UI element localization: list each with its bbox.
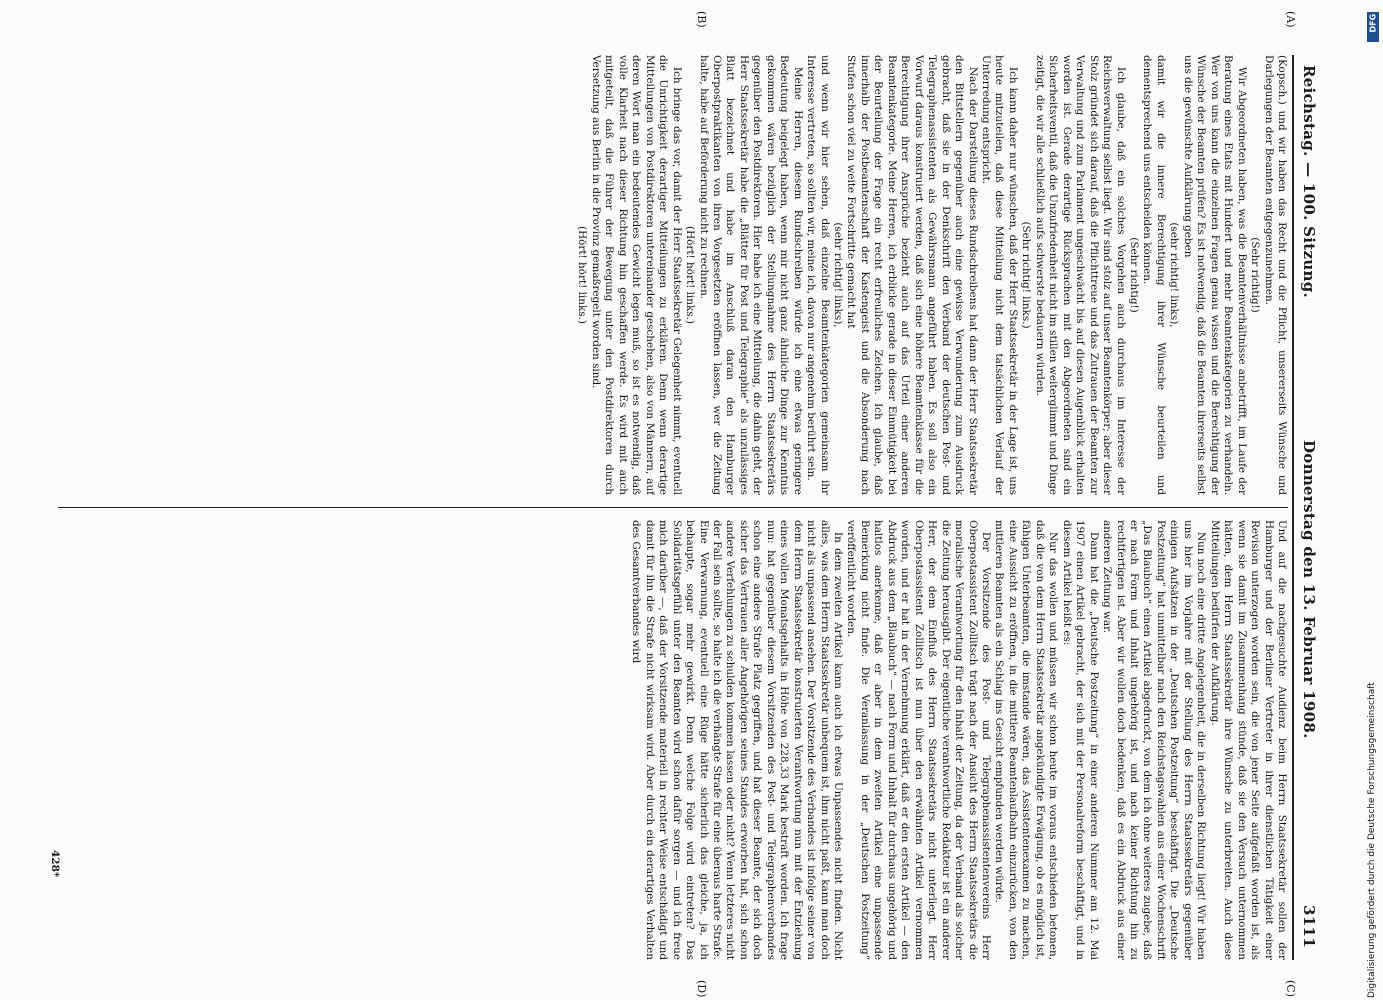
sheet-signature: 428* xyxy=(49,850,61,878)
marker-a: (A) xyxy=(1284,11,1297,28)
left-column-paragraph: Meine Herren, diesem Rundschreiben würde ich eine etwas geringere Bedeutung beigelegt haben, wenn mir nicht ganz ähnliche Dinge zur Kenntnis gekommen wären bezüglich der Stellungnahme des Herrn Staatssekretärs gegenüber den Postdirektoren. Hier habe ich eine Mitteilung, die dahin geht, der Herr Staatssekretär habe die „Blätter für Post und Telegraphie“ als unzulässiges Blatt bezeichnet und habe im Anschluß daran den Hamburger Oberpostpraktikanten von ihren Vorgesetzten eröffnen lassen, wer die Zeitung halte, habe auf Beförderung nicht zu rechnen. xyxy=(697,55,804,495)
left-column-paragraph: und wenn wir hier sehen, daß einzelne Beamtenkategorien gemeinsam ihr Interesse vertreten, so sollten wir, meine ich, davon nur angenehm berührt sein. xyxy=(805,55,831,495)
right-column-paragraph: Nur das wollen und müssen wir schon heute im voraus entschieden betonen, daß die von dem Herrn Staatssekretär angekündigte Erwägung, ob es möglich ist, fähigen Unterbeamten, die imstande wären, das Assistentenexamen zu machen, eine Aussicht zu eröffnen, in die mittlere Beamtenlaufbahn einzurücken, von den mittleren Beamten als ein Schlag ins Gesicht empfunden werden würde. xyxy=(993,520,1060,960)
left-column-paragraph: (Sehr richtig!) xyxy=(1128,237,1141,313)
left-column-paragraph: (sehr richtig! links), xyxy=(1168,222,1181,328)
left-column-paragraph: Ich bringe das vor, damit der Herr Staatssekretär Gelegenheit nimmt, eventuell die Unrichtigkeit derartiger Mitteilungen zu erklären. Denn wenn derartige Mitteilungen von Postdirektoren untereinander geschehen, also von Männern, auf deren Wort man ein bedeutendes Gewicht legen muß, so ist es notwendig, daß volle Klarheit nach dieser Richtung hin geschaffen werde. Es wird mit auch mitgeteilt, daß die Führer der Bewegung unter den Postdirektoren durch Versetzung aus Berlin in die Provinz gemaßregelt worden sind. xyxy=(589,55,683,495)
left-column-paragraph: Nach der Darstellung dieses Rundschreibens hat dann der Herr Staatssekretär den Bittstellern gegenüber auch eine gewisse Verwunderung zum Ausdruck gebracht, daß sie in der Denkschrift den Verband der deutschen Post- und Telegraphenassistenten als Gewährsmann angeführt haben. Es soll also ein Vorwurf daraus konstruiert werden, daß sich eine höhere Beamtenklasse für die Berechtigung ihrer Ansprüche bezieht auch auf das Urteil einer anderen Beamtenkategorie. Meine Herren, ich erblicke gerade in dieser Einmütigkeit bei der Beurteilung der Frage ein recht erfreuliches Zeichen. Ich glaube, daß innerhalb der Postbeamtenschaft der Kastengeist und die Absonderung nach Stufen schon viel zu weite Fortschritte gemacht hat xyxy=(845,55,979,495)
right-column xyxy=(68,520,1288,960)
header-rule xyxy=(1292,55,1294,960)
right-column-paragraph: In dem zweiten Artikel kann auch ich etwas Unpassendes nicht finden. Nicht alles, was dem Herrn Staatssekretär unbequem ist, ihm nicht paßt, kann man doch nicht als unpassend ansehen. Der Vorsitzende des Verbandes ist infolge seiner von dem Herrn Staatssekretär konstruierten Verantwortung nun mit der Entziehung eines vollen Monatsgehalts in Höhe von 228,33 Mark bestraft worden. Ich frage nun: hat gegenüber diesem Vorsitzenden des Post- und Telegraphenverbandes schon eine andere Strafe Platz gegriffen, und hat dieser Beamte, der sich doch sicher das Vertrauen aller Angehörigen seines Standes erworben hat, sich schon andere Verfehlungen zu schulden kommen lassen oder nicht? Wenn letzteres nicht der Fall sein sollte, so halte ich die verhängte Strafe für eine überaus harte Strafe. Eine Verwarnung, eventuell eine Rüge hätte sicherlich das gleiche, ja, ich behaupte, sogar mehr gewirkt. Denn welche Folge wird eintreten? Das Solidaritätsgefühl unter den Beamten wird schon dafür sorgen — und ich freue mich darüber —, daß der Vorsitzende materiell in rechter Weise entschädigt und damit für ihn die Strafe nicht wirksam wird. Aber durch ein derartiges Verhalten des Gesamtverbandes wird xyxy=(630,520,845,960)
page-number: 3111 xyxy=(1300,905,1318,948)
running-head-left: Reichstag. — 100. Sitzung. xyxy=(1300,65,1318,299)
running-head-date: Donnerstag den 13. Februar 1908. xyxy=(1300,440,1318,739)
left-column-paragraph: Wir Abgeordneten haben, was die Beamtenverhältnisse anbetrifft, im Laufe der Beratung eines Etats mit Hundert und mehr Beamtenkategorien zu verhandeln. Wer von uns kann die einzelnen Fragen genau wissen und die Berechtigung der Wünsche der Beamten prüfen? Es ist notwendig, daß die Beamten ihrerseits selbst uns die gewünschte Aufklärung geben xyxy=(1181,55,1248,495)
left-column xyxy=(53,55,1288,495)
right-column-paragraph: Der Vorsitzende des Post- und Telegraphenassistentenvereins Herr Oberpostassistent Zollitsch trägt nach der Ansicht des Herrn Staatssekretärs die moralische Verantwortung für den Inhalt der Zeitung, da der Verband als solcher die Zeitung herausgibt. Der eigentliche verantwortliche Redakteur ist ein anderer Herr, der dem Einfluß des Herrn Staatssekretärs nicht unterliegt. Herr Oberpostassistent Zollitsch ist nun über den erwähnten Artikel vernommen worden, und er hat in der Vernehmung erklärt, daß er den ersten Artikel — den Abdruck aus dem „Blaubuch“ — nach Form und Inhalt für durchaus ungehörig und haltlos anerkenne, daß er aber in dem zweiten Artikel eine unpassende Bemerkung nicht finde. Die Veranlassung in der „Deutschen Postzeitung“ veröffentlicht worden. xyxy=(845,520,993,960)
left-column-paragraph: (Hört! hört! links.) xyxy=(684,226,697,324)
left-column-paragraph: Ich kann daher nur wünschen, daß der Herr Staatssekretär in der Lage ist, uns heute mitzuteilen, daß diese Mitteilung nicht dem tatsächlichen Verlauf der Unterredung entspricht. xyxy=(980,55,1019,495)
left-column-paragraph: (sehr richtig! links), xyxy=(832,222,845,328)
left-column-paragraph: Ich glaube, daß ein solches Vorgehen auch durchaus im Interesse der Reichsverwaltung selbst liegt. Wir sind stolz auf unser Beamtenkörper; aber dieser Stolz gründet sich darauf, daß die Pflichttreue und das Zutrauen der Beamten zur Verwaltung und zum Parlament ungeschwächt bis auf diesen Augenblick erhalten worden ist. Gerade derartige Rücksprachen mit den Abgeordneten sind ein Sicherheitsventil, daß die Unzufriedenheit nicht im stillen weiterglimmt und Dinge zeitigt, die wir alle schließlich aufs schwerste bedauern würden. xyxy=(1033,55,1127,495)
marker-c: (C) xyxy=(1284,980,1297,997)
marker-b: (B) xyxy=(695,11,708,28)
left-column-paragraph: damit wir die innere Berechtigung ihrer Wünsche beurteilen und dementsprechend uns entscheiden können. xyxy=(1141,55,1167,495)
dfg-logo-text: DFG xyxy=(1368,13,1378,33)
left-column-paragraph: (Hört! hört! links.) xyxy=(576,226,589,324)
column-divider xyxy=(58,507,1288,508)
dfg-logo xyxy=(1367,12,1379,42)
marker-d: (D) xyxy=(695,980,708,998)
left-column-paragraph: (Sehr richtig!) xyxy=(1249,237,1262,313)
rotated-newspaper-page xyxy=(48,11,1318,998)
right-column-paragraph: Und auf die nachgesuchte Audienz beim Herrn Staatssekretär sollen der Hamburger und der Berliner Vertreter in ihrer dienstlichen Tätigkeit einer Revision unterzogen worden sein, die von jener Seite aufgefaßt worden ist, als wenn sie damit im Zusammenhang stünde, daß sie den Versuch unternommen hätten, dem Herrn Staatssekretär ihre Wünsche zu unterbreiten. Auch diese Mitteilungen bedürfen der Aufklärung. xyxy=(1208,520,1288,960)
left-column-paragraph: (Sehr richtig! links.) xyxy=(1020,221,1033,329)
funding-note: Digitalisierung gefördert durch die Deutsche Forschungsgemeinschaft xyxy=(1367,682,1377,998)
right-column-paragraph: Nun noch eine dritte Angelegenheit, die in derselben Richtung liegt! Wir haben uns hier im Vorjahre mit der Stellung des Herrn Staatssekretärs gegenüber einigen Aufsätzen in der „Deutschen Postzeitung“ beschäftigt. Die „Deutsche Postzeitung“ hat unmittelbar nach den Reichstagswahlen aus einer Wochenschrift „Das Blaubuch“ einen Artikel abgedruckt, von dem ich ohne weiteres zugebe, daß er nach Form und Inhalt ungehörig ist, und nach keiner Richtung hin zu rechtfertigen ist. Aber wir wollen doch bedenken, daß es ein Abdruck aus einer anderen Zeitung war. xyxy=(1101,520,1208,960)
right-column-paragraph: Dann hat die „Deutsche Postzeitung“ in einer anderen Nummer am 12. Mai 1907 einen Artikel gebracht, der sich mit der Personalreform beschäftigt, und in diesem Artikel heißt es: xyxy=(1060,520,1100,960)
left-column-paragraph: (Kopsch.) und wir haben das Recht und die Pflicht, unsererseits Wünsche und Darlegungen der Beamten entgegenzunehmen. xyxy=(1262,55,1288,495)
